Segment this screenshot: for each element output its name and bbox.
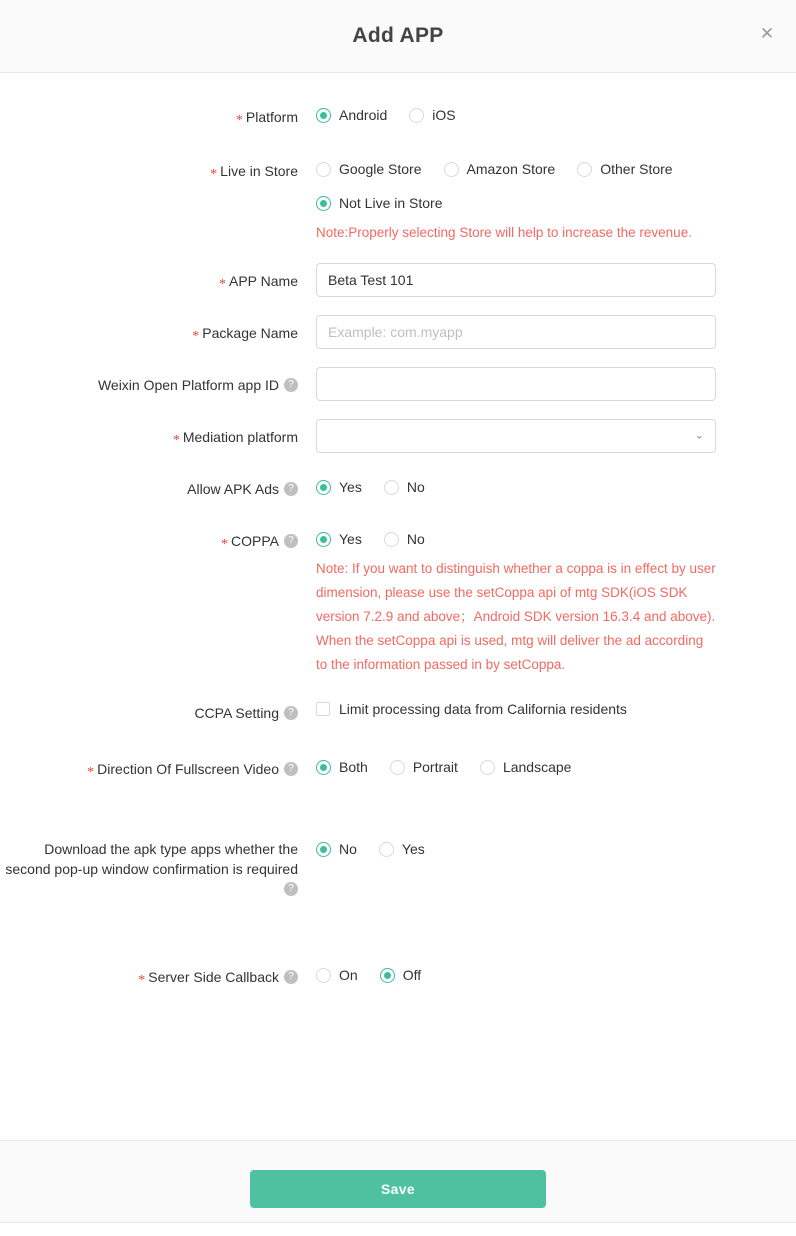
radio-dot-icon — [384, 532, 399, 547]
radio-group-coppa — [316, 529, 736, 549]
radio-store-amazon[interactable] — [444, 159, 556, 179]
package-name-input[interactable] — [316, 315, 716, 349]
field-allow-apk-ads — [0, 471, 736, 499]
radio-store-google[interactable] — [316, 159, 422, 179]
radio-dot-icon — [316, 842, 331, 857]
radio-apk-second-popup-no[interactable] — [316, 839, 357, 859]
help-icon[interactable]: ? — [284, 482, 298, 496]
app-name-input[interactable] — [316, 263, 716, 297]
chevron-down-icon: ⌄ — [694, 429, 704, 442]
radio-allow-apk-ads-no[interactable] — [384, 477, 425, 497]
radio-label: Off — [402, 967, 422, 983]
field-ccpa-setting — [0, 695, 736, 723]
label-mediation-platform — [0, 419, 316, 449]
radio-dot-icon — [480, 760, 495, 775]
radio-label: Google Store — [339, 161, 422, 177]
label-app-name — [0, 263, 316, 293]
weixin-app-id-input[interactable] — [316, 367, 716, 401]
radio-group-platform — [316, 105, 736, 125]
required-marker-app-name: * — [219, 277, 226, 292]
radio-coppa-no[interactable] — [384, 529, 425, 549]
radio-group-fullscreen-direction — [316, 757, 736, 777]
label-package-name-text: Package Name — [202, 325, 298, 341]
label-live-in-store-text: Live in Store — [220, 163, 298, 179]
radio-server-callback-off[interactable] — [380, 965, 421, 985]
radio-dot-icon — [384, 480, 399, 495]
help-icon[interactable]: ? — [284, 378, 298, 392]
mediation-platform-select[interactable] — [316, 419, 716, 453]
radio-label: Portrait — [412, 759, 458, 775]
radio-dot-icon — [316, 196, 331, 211]
page-title: Add APP — [352, 24, 444, 47]
field-fullscreen-direction — [0, 751, 736, 781]
radio-dot-icon — [316, 162, 331, 177]
radio-label: No — [406, 531, 425, 547]
radio-label: Yes — [339, 479, 362, 495]
label-weixin-app-id — [0, 367, 316, 395]
label-ccpa-setting — [0, 695, 316, 723]
field-platform — [0, 99, 736, 129]
field-apk-second-popup — [0, 809, 736, 899]
radio-label: On — [339, 967, 358, 983]
radio-dot-icon — [316, 532, 331, 547]
checkbox-label: Limit processing data from California residents — [339, 701, 627, 717]
radio-server-callback-on[interactable] — [316, 965, 358, 985]
label-package-name — [0, 315, 316, 345]
help-icon[interactable]: ? — [284, 882, 298, 896]
field-live-in-store — [0, 153, 736, 245]
radio-label: Android — [339, 107, 388, 123]
radio-platform-ios[interactable] — [409, 105, 455, 125]
field-weixin-app-id — [0, 367, 736, 401]
radio-dot-icon — [316, 760, 331, 775]
help-icon[interactable]: ? — [284, 706, 298, 720]
radio-store-not-live[interactable] — [316, 193, 443, 213]
note-coppa: Note: If you want to distinguish whether a coppa is in effect by user dimension, please use the setCoppa api of mtg SDK(iOS SDK version 7.2.9 and above；Android SDK version 16.3.4 and above). When the setCoppa api is used, mtg will deliver the ad according to the information passed in by setCoppa. — [316, 561, 716, 672]
radio-label: Both — [339, 759, 368, 775]
label-mediation-platform-text: Mediation platform — [182, 429, 298, 445]
radio-store-other[interactable] — [577, 159, 672, 179]
close-icon[interactable]: ✕ — [759, 23, 775, 43]
radio-dot-icon — [379, 842, 394, 857]
radio-dot-icon — [316, 108, 331, 123]
label-allow-apk-ads-text: Allow APK Ads — [187, 481, 279, 497]
field-server-side-callback — [0, 959, 736, 989]
bottom-divider — [0, 1222, 796, 1236]
required-marker-platform: * — [235, 113, 243, 128]
label-apk-second-popup — [0, 809, 316, 899]
label-coppa-text: COPPA — [231, 533, 279, 549]
radio-direction-portrait[interactable] — [390, 757, 458, 777]
label-live-in-store — [0, 153, 316, 183]
radio-label: Yes — [339, 531, 362, 547]
add-app-form — [0, 73, 796, 1140]
radio-apk-second-popup-yes[interactable] — [379, 839, 425, 859]
checkbox-ccpa-limit-processing[interactable] — [316, 701, 627, 717]
note-live-in-store: Note:Properly selecting Store will help to increase the revenue. — [316, 225, 692, 240]
help-icon[interactable]: ? — [284, 762, 298, 776]
radio-dot-icon — [316, 480, 331, 495]
radio-coppa-yes[interactable] — [316, 529, 362, 549]
radio-label: Not Live in Store — [339, 195, 443, 211]
field-package-name — [0, 315, 736, 349]
help-icon[interactable]: ? — [284, 534, 298, 548]
radio-label: No — [339, 841, 357, 857]
label-coppa — [0, 523, 316, 553]
radio-dot-icon — [409, 108, 424, 123]
label-fullscreen-direction-text: Direction Of Fullscreen Video — [97, 761, 279, 777]
radio-label: iOS — [432, 107, 456, 123]
radio-group-live-in-store-row2 — [316, 193, 736, 213]
radio-dot-icon — [390, 760, 405, 775]
radio-group-server-side-callback — [316, 965, 736, 985]
required-marker-live-in-store: * — [210, 167, 218, 182]
radio-label: Landscape — [502, 759, 572, 775]
label-allow-apk-ads — [0, 471, 316, 499]
required-marker-server-side-callback: * — [138, 973, 146, 988]
label-weixin-app-id-text: Weixin Open Platform app ID — [97, 377, 279, 393]
radio-label: Yes — [401, 841, 425, 857]
radio-dot-icon — [444, 162, 459, 177]
label-ccpa-setting-text: CCPA Setting — [194, 705, 279, 721]
modal-header — [0, 0, 796, 73]
required-marker-coppa: * — [221, 537, 229, 552]
radio-label: Other Store — [600, 161, 673, 177]
help-icon[interactable]: ? — [284, 970, 298, 984]
radio-allow-apk-ads-yes[interactable] — [316, 477, 362, 497]
checkbox-icon — [316, 702, 330, 716]
radio-group-live-in-store — [316, 159, 736, 179]
field-coppa — [0, 523, 736, 677]
label-platform-text: Platform — [245, 109, 298, 125]
radio-dot-icon — [316, 968, 331, 983]
radio-label: No — [406, 479, 425, 495]
label-app-name-text: APP Name — [229, 273, 298, 289]
label-fullscreen-direction — [0, 751, 316, 781]
required-marker-mediation-platform: * — [172, 433, 180, 448]
label-server-side-callback-text: Server Side Callback — [148, 969, 279, 985]
label-apk-second-popup-text: Download the apk type apps whether the second pop-up window confirmation is required — [5, 841, 298, 877]
radio-direction-both[interactable] — [316, 757, 368, 777]
label-server-side-callback — [0, 959, 316, 989]
label-platform — [0, 99, 316, 129]
radio-group-apk-second-popup — [316, 839, 736, 859]
field-app-name — [0, 263, 736, 297]
radio-platform-android[interactable] — [316, 105, 387, 125]
radio-dot-icon — [380, 968, 395, 983]
save-button[interactable]: Save — [250, 1170, 546, 1208]
field-mediation-platform — [0, 419, 736, 453]
radio-group-allow-apk-ads — [316, 477, 736, 497]
required-marker-package-name: * — [192, 329, 200, 344]
radio-label: Amazon Store — [466, 161, 556, 177]
required-marker-fullscreen-direction: * — [87, 765, 95, 780]
radio-direction-landscape[interactable] — [480, 757, 572, 777]
radio-dot-icon — [577, 162, 592, 177]
